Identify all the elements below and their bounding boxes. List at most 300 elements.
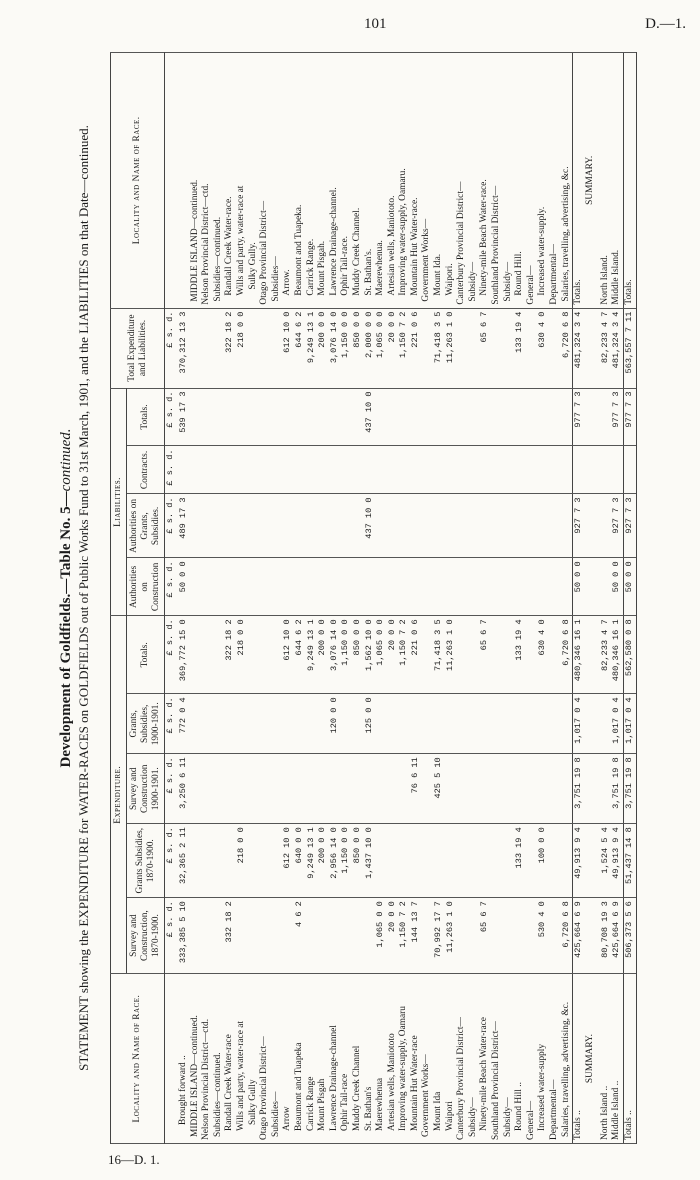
exp-totals-header: Totals. xyxy=(127,616,165,694)
amount-cell xyxy=(421,824,433,898)
amount-cell xyxy=(421,898,433,974)
amount-cell xyxy=(503,898,515,974)
amount-cell: 370,312 13 3 xyxy=(178,308,190,388)
amount-cell: 425,664 6 9 xyxy=(611,898,623,974)
amount-cell xyxy=(271,308,283,388)
amount-cell xyxy=(375,388,387,446)
amount-cell xyxy=(317,446,329,494)
amount-cell xyxy=(375,558,387,616)
amount-cell xyxy=(271,824,283,898)
amount-cell xyxy=(190,308,202,388)
amount-cell xyxy=(213,616,225,694)
amount-cell xyxy=(201,754,213,824)
amount-cell xyxy=(537,694,549,754)
amount-cell xyxy=(491,308,503,388)
amount-cell: 133 19 4 xyxy=(514,824,526,898)
amount-cell xyxy=(213,898,225,974)
table-row xyxy=(306,53,318,1144)
amount-cell: 850 0 0 xyxy=(352,824,364,898)
amount-cell xyxy=(375,694,387,754)
row-label-right: Subsidies—continued. xyxy=(213,53,225,309)
row-label: Improving water-supply, Oamaru xyxy=(398,974,410,1144)
table-row xyxy=(468,53,480,1144)
amount-cell xyxy=(306,558,318,616)
row-label: Brought forward .. xyxy=(178,974,190,1144)
rotated-table-page xyxy=(58,48,698,1148)
amount-cell xyxy=(282,388,294,446)
amount-cell: 80,708 19 3 xyxy=(600,898,612,974)
amount-cell xyxy=(224,824,236,898)
amount-cell xyxy=(259,898,271,974)
row-label: Artesian wells, Maniototo xyxy=(387,974,399,1144)
row-label: Otago Provincial District— xyxy=(259,974,271,1144)
total-exp-header: Total Expenditure and Liabilities. xyxy=(111,308,165,388)
row-label: Randall Creek Water-race xyxy=(224,974,236,1144)
row-label-right: MIDDLE ISLAND—continued. xyxy=(190,53,202,309)
amount-cell xyxy=(514,558,526,616)
amount-cell xyxy=(491,824,503,898)
amount-cell xyxy=(503,694,515,754)
row-label: St. Bathan's xyxy=(364,974,376,1144)
row-label: Waipori xyxy=(445,974,457,1144)
amount-cell xyxy=(294,446,306,494)
amount-cell xyxy=(549,694,561,754)
page-number: 101 xyxy=(364,16,387,32)
amount-cell xyxy=(387,694,399,754)
amount-cell xyxy=(340,558,352,616)
amount-cell xyxy=(600,694,612,754)
row-label: Ninety-mile Beach Water-race xyxy=(479,974,491,1144)
amount-cell: 1,150 7 2 xyxy=(398,898,410,974)
amount-cell: 332 18 2 xyxy=(224,898,236,974)
page-reference: D.—1. xyxy=(645,16,686,32)
amount-cell xyxy=(549,824,561,898)
amount-cell: 644 6 2 xyxy=(294,616,306,694)
amount-cell xyxy=(329,898,341,974)
amount-cell xyxy=(421,494,433,558)
row-label-right: Southland Provincial District— xyxy=(491,53,503,309)
amount-cell: 221 0 6 xyxy=(410,308,422,388)
amount-cell xyxy=(340,898,352,974)
amount-cell xyxy=(190,388,202,446)
locality-right-header: Locality and Name of Race. xyxy=(111,53,165,309)
amount-cell xyxy=(224,754,236,824)
auth-constr-header: Authorities on Construction xyxy=(127,558,165,616)
amount-cell xyxy=(259,558,271,616)
row-label-right: Mount Ida. xyxy=(433,53,445,309)
unit-cell: £ s. d. xyxy=(165,824,179,898)
row-label-right xyxy=(178,53,190,309)
row-label-right: Sulky Gully. xyxy=(248,53,260,309)
amount-cell: 425,664 6 9 xyxy=(573,898,585,974)
amount-cell xyxy=(491,898,503,974)
table-row xyxy=(271,53,283,1144)
amount-cell: 133 19 4 xyxy=(514,308,526,388)
amount-cell xyxy=(468,308,480,388)
amount-cell: 51,437 14 8 xyxy=(623,824,636,898)
row-label: Government Works— xyxy=(421,974,433,1144)
amount-cell xyxy=(213,824,225,898)
amount-cell: 9,249 13 1 xyxy=(306,824,318,898)
amount-cell xyxy=(259,388,271,446)
unit-cell: £ s. d. xyxy=(165,898,179,974)
amount-cell: 65 6 7 xyxy=(479,616,491,694)
amount-cell: 11,263 1 0 xyxy=(445,308,457,388)
amount-cell: 3,250 6 11 xyxy=(178,754,190,824)
amount-cell xyxy=(306,446,318,494)
row-label-right: St. Bathan's. xyxy=(364,53,376,309)
amount-cell xyxy=(491,754,503,824)
amount-cell xyxy=(537,388,549,446)
amount-cell xyxy=(398,694,410,754)
amount-cell: 977 7 3 xyxy=(573,388,585,446)
amount-cell xyxy=(340,388,352,446)
amount-cell xyxy=(549,616,561,694)
amount-cell xyxy=(387,388,399,446)
amount-cell xyxy=(456,898,468,974)
amount-cell xyxy=(503,558,515,616)
amount-cell: 640 0 0 xyxy=(294,824,306,898)
row-label: Ophir Tail-race xyxy=(340,974,352,1144)
amount-cell xyxy=(549,898,561,974)
amount-cell: 4 6 2 xyxy=(294,898,306,974)
amount-cell: 6,720 6 8 xyxy=(561,308,573,388)
amount-cell: 2,000 0 0 xyxy=(364,308,376,388)
unit-cell: £ s. d. xyxy=(165,494,179,558)
amount-cell xyxy=(387,558,399,616)
amount-cell xyxy=(387,754,399,824)
row-label-right: Canterbury Provincial District— xyxy=(456,53,468,309)
table-row xyxy=(421,53,433,1144)
amount-cell xyxy=(224,446,236,494)
amount-cell xyxy=(294,694,306,754)
amount-cell: 218 0 0 xyxy=(236,616,248,694)
amount-cell xyxy=(178,446,190,494)
table-row xyxy=(479,53,491,1144)
amount-cell xyxy=(526,308,538,388)
amount-cell xyxy=(282,446,294,494)
amount-cell xyxy=(352,494,364,558)
amount-cell xyxy=(526,388,538,446)
row-label: Totals .. xyxy=(573,974,585,1144)
amount-cell xyxy=(317,558,329,616)
amount-cell xyxy=(398,494,410,558)
totals-row xyxy=(573,53,585,1144)
amount-cell: 1,150 7 2 xyxy=(398,308,410,388)
row-label-right: North Island. xyxy=(600,53,612,309)
amount-cell: 120 0 0 xyxy=(329,694,341,754)
amount-cell: 11,263 1 0 xyxy=(445,898,457,974)
row-label: Salaries, travelling, advertising, &c. xyxy=(561,974,573,1144)
table-row xyxy=(503,53,515,1144)
amount-cell: 50 0 0 xyxy=(623,558,636,616)
amount-cell xyxy=(190,616,202,694)
amount-cell xyxy=(514,754,526,824)
row-label: Arrow xyxy=(282,974,294,1144)
amount-cell: 369,772 15 0 xyxy=(178,616,190,694)
amount-cell xyxy=(213,694,225,754)
amount-cell xyxy=(526,754,538,824)
amount-cell xyxy=(201,898,213,974)
table-row xyxy=(526,53,538,1144)
amount-cell xyxy=(259,616,271,694)
amount-cell xyxy=(190,898,202,974)
amount-cell xyxy=(224,388,236,446)
amount-cell: 200 0 0 xyxy=(317,616,329,694)
amount-cell: 850 0 0 xyxy=(352,308,364,388)
amount-cell xyxy=(248,694,260,754)
amount-cell xyxy=(329,494,341,558)
amount-cell xyxy=(398,388,410,446)
amount-cell xyxy=(456,824,468,898)
table-row xyxy=(549,53,561,1144)
amount-cell xyxy=(503,308,515,388)
amount-cell: 977 7 3 xyxy=(623,388,636,446)
amount-cell xyxy=(479,446,491,494)
unit-cell: £ s. d. xyxy=(165,754,179,824)
amount-cell: 425 5 10 xyxy=(433,754,445,824)
amount-cell xyxy=(421,616,433,694)
amount-cell xyxy=(456,308,468,388)
amount-cell xyxy=(491,558,503,616)
amount-cell xyxy=(561,558,573,616)
row-label-right: Otago Provincial District— xyxy=(259,53,271,309)
amount-cell: 65 6 7 xyxy=(479,308,491,388)
amount-cell xyxy=(236,558,248,616)
amount-cell xyxy=(248,898,260,974)
amount-cell: 1,017 0 4 xyxy=(623,694,636,754)
amount-cell xyxy=(421,558,433,616)
survey-00-header: Survey and Construction 1900-1901. xyxy=(127,754,165,824)
row-label-right: Improving water-supply, Oamaru. xyxy=(398,53,410,309)
amount-cell xyxy=(259,754,271,824)
amount-cell: 1,524 5 4 xyxy=(600,824,612,898)
amount-cell xyxy=(537,558,549,616)
amount-cell xyxy=(514,446,526,494)
amount-cell: 322 18 2 xyxy=(224,308,236,388)
amount-cell xyxy=(445,446,457,494)
amount-cell xyxy=(317,754,329,824)
amount-cell: 32,365 2 11 xyxy=(178,824,190,898)
amount-cell xyxy=(259,446,271,494)
row-label: Increased water-supply xyxy=(537,974,549,1144)
amount-cell: 927 7 3 xyxy=(573,494,585,558)
row-label-right: Muddy Creek Channel. xyxy=(352,53,364,309)
row-label: Totals .. xyxy=(623,974,636,1144)
amount-cell xyxy=(213,308,225,388)
amount-cell xyxy=(340,446,352,494)
table-row xyxy=(282,53,294,1144)
amount-cell xyxy=(410,694,422,754)
amount-cell: 144 13 7 xyxy=(410,898,422,974)
table-row xyxy=(537,53,549,1144)
table-row xyxy=(375,53,387,1144)
amount-cell xyxy=(623,446,636,494)
amount-cell xyxy=(491,616,503,694)
table-subtitle: STATEMENT showing the EXPENDITURE for WATER-RACES on GOLDFIELDS out of Public Works Fund to 31st March, 1901, and the LIABILITIES on that Date—continued. xyxy=(76,125,91,1071)
row-label: Carrick Range xyxy=(306,974,318,1144)
amount-cell: 49,913 9 4 xyxy=(611,824,623,898)
contracts-header: Contracts. xyxy=(127,446,165,494)
amount-cell xyxy=(248,558,260,616)
row-label: Subsidies—continued. xyxy=(213,974,225,1144)
summary-heading-right: SUMMARY. xyxy=(585,53,600,309)
row-label: Southland Provincial District— xyxy=(491,974,503,1144)
amount-cell: 506,373 5 6 xyxy=(623,898,636,974)
amount-cell xyxy=(329,446,341,494)
amount-cell: 539 17 3 xyxy=(178,388,190,446)
amount-cell xyxy=(364,898,376,974)
amount-cell xyxy=(468,898,480,974)
amount-cell xyxy=(294,558,306,616)
amount-cell xyxy=(549,494,561,558)
amount-cell xyxy=(561,824,573,898)
amount-cell: 481,324 3 4 xyxy=(611,308,623,388)
amount-cell xyxy=(549,754,561,824)
liab-totals-header: Totals. xyxy=(127,388,165,446)
amount-cell xyxy=(526,558,538,616)
row-label: General— xyxy=(526,974,538,1144)
amount-cell xyxy=(410,558,422,616)
row-label-right: Government Works— xyxy=(421,53,433,309)
unit-cell: £ s. d. xyxy=(165,446,179,494)
amount-cell: 1,150 7 2 xyxy=(398,616,410,694)
row-label-right: Ophir Tail-race. xyxy=(340,53,352,309)
amount-cell: 562,580 0 8 xyxy=(623,616,636,694)
row-label-right: Mount Pisgah. xyxy=(317,53,329,309)
amount-cell xyxy=(282,898,294,974)
table-row xyxy=(387,53,399,1144)
row-label: Middle Island .. xyxy=(611,974,623,1144)
amount-cell xyxy=(526,824,538,898)
row-label: Departmental— xyxy=(549,974,561,1144)
unit-cell: £ s. d. xyxy=(165,558,179,616)
amount-cell: 630 4 0 xyxy=(537,308,549,388)
amount-cell xyxy=(190,446,202,494)
amount-cell xyxy=(421,308,433,388)
amount-cell xyxy=(491,446,503,494)
amount-cell: 489 17 3 xyxy=(178,494,190,558)
table-row xyxy=(398,53,410,1144)
amount-cell xyxy=(479,824,491,898)
amount-cell xyxy=(398,754,410,824)
amount-cell: 50 0 0 xyxy=(573,558,585,616)
amount-cell xyxy=(306,494,318,558)
amount-cell xyxy=(340,754,352,824)
amount-cell: 481,324 3 4 xyxy=(573,308,585,388)
amount-cell xyxy=(445,754,457,824)
summary-row xyxy=(611,53,623,1144)
amount-cell xyxy=(514,388,526,446)
amount-cell xyxy=(387,824,399,898)
amount-cell: 218 0 0 xyxy=(236,308,248,388)
row-label-right: Randall Creek Water-race. xyxy=(224,53,236,309)
amount-cell xyxy=(600,558,612,616)
amount-cell xyxy=(491,494,503,558)
amount-cell: 437 10 0 xyxy=(364,388,376,446)
row-label: Mount Pisgah xyxy=(317,974,329,1144)
amount-cell: 333,385 5 10 xyxy=(178,898,190,974)
amount-cell xyxy=(468,388,480,446)
amount-cell xyxy=(445,694,457,754)
table-row xyxy=(190,53,202,1144)
amount-cell xyxy=(190,754,202,824)
amount-cell xyxy=(282,694,294,754)
unit-cell: £ s. d. xyxy=(165,388,179,446)
amount-cell xyxy=(201,446,213,494)
amount-cell xyxy=(364,446,376,494)
amount-cell xyxy=(514,494,526,558)
row-label: Nelson Provincial District—ctd. xyxy=(201,974,213,1144)
row-label: North Island .. xyxy=(600,974,612,1144)
amount-cell xyxy=(201,388,213,446)
amount-cell xyxy=(248,754,260,824)
amount-cell xyxy=(201,616,213,694)
amount-cell xyxy=(236,754,248,824)
amount-cell xyxy=(549,558,561,616)
amount-cell xyxy=(410,446,422,494)
row-label-right: Lawrence Drainage-channel. xyxy=(329,53,341,309)
amount-cell xyxy=(561,694,573,754)
table-row xyxy=(352,53,364,1144)
row-label: Beaumont and Tuapeka xyxy=(294,974,306,1144)
amount-cell xyxy=(445,494,457,558)
amount-cell: 1,150 0 0 xyxy=(340,824,352,898)
amount-cell xyxy=(479,558,491,616)
amount-cell: 927 7 3 xyxy=(611,494,623,558)
amount-cell xyxy=(224,558,236,616)
amount-cell: 9,249 13 1 xyxy=(306,616,318,694)
expenditure-header: Expenditure. xyxy=(111,616,127,974)
amount-cell xyxy=(352,558,364,616)
amount-cell: 76 6 11 xyxy=(410,754,422,824)
row-label-right: Maerewhenua. xyxy=(375,53,387,309)
row-label: Subsidies— xyxy=(271,974,283,1144)
amount-cell: 1,150 0 0 xyxy=(340,616,352,694)
amount-cell xyxy=(190,558,202,616)
row-label-right: Departmental— xyxy=(549,53,561,309)
row-label: Maerewhenua xyxy=(375,974,387,1144)
amount-cell xyxy=(410,494,422,558)
amount-cell: 2,956 14 0 xyxy=(329,824,341,898)
row-label-right: Waipori. xyxy=(445,53,457,309)
grand-total-row xyxy=(623,53,636,1144)
amount-cell: 6,720 6 8 xyxy=(561,616,573,694)
amount-cell xyxy=(213,446,225,494)
table-row xyxy=(224,53,236,1144)
amount-cell: 1,437 10 0 xyxy=(364,824,376,898)
amount-cell xyxy=(549,308,561,388)
amount-cell: 221 0 6 xyxy=(410,616,422,694)
amount-cell xyxy=(190,824,202,898)
amount-cell xyxy=(456,388,468,446)
row-label: Muddy Creek Channel xyxy=(352,974,364,1144)
row-label: Subsidy— xyxy=(503,974,515,1144)
row-label: Wills and party, water-race at xyxy=(236,974,248,1144)
amount-cell: 1,065 0 0 xyxy=(375,616,387,694)
amount-cell xyxy=(236,694,248,754)
amount-cell xyxy=(456,754,468,824)
amount-cell xyxy=(549,388,561,446)
amount-cell xyxy=(468,616,480,694)
table-row xyxy=(491,53,503,1144)
table-body xyxy=(165,53,637,1144)
survey-70-header: Survey and Construction, 1870-1900. xyxy=(127,898,165,974)
amount-cell: 11,263 1 0 xyxy=(445,616,457,694)
amount-cell xyxy=(329,558,341,616)
amount-cell: 612 10 0 xyxy=(282,308,294,388)
unit-cell: £ s. d. xyxy=(165,694,179,754)
